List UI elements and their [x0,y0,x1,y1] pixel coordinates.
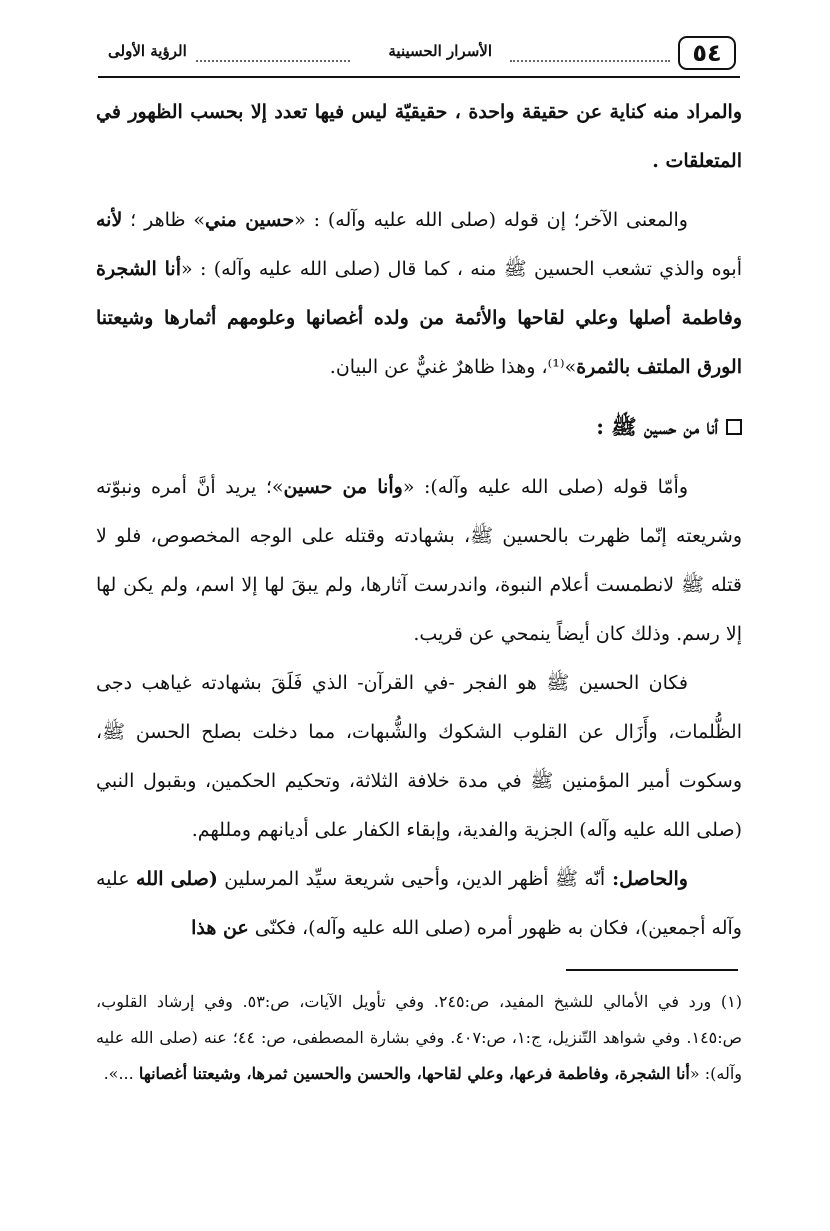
paragraph [96,855,742,953]
footnote-quote: أنا الشجرة، وفاطمة فرعها، وعلي لقاحها، والحسن والحسين ثمرها، وشيعتنا أغصانها [138,1064,690,1083]
text-bold: لأنه [96,209,123,231]
text-span: أبوه والذي تشعب الحسين ﷺ منه ، كما قال (صلى الله عليه وآله) : « [181,258,742,280]
quote-bold: حسين مني [205,209,295,231]
header-dots [196,60,350,62]
quote-bold: أنا الشجرة وفاطمة أصلها وعلي لقاحها والأئمة من ولده أغصانها وعلومهم أثمارها وشيعتنا الورق الملتف بالثمرة [96,258,742,378]
quote-bold: وأنا من حسين [283,476,403,498]
footnote-text: (١) ورد في الأمالي للشيخ المفيد، ص:٢٤٥. وفي تأويل الآيات، ص:٥٣. وفي إرشاد القلوب، ص:١٤٥. وفي شواهد التّنزيل، ج:١، ص:٤٠٧. وفي بشارة المصطفى، ص: ٤٤؛ عنه (صلى الله عليه وآله): « [96,992,743,1083]
text-span: عليه وآله أجمعين)، فكان به ظهور أمره (صلى الله عليه وآله)، فكنّى [96,868,742,939]
book-title: الأسرار الحسينية [388,42,492,60]
main-text [96,88,742,953]
text-span: أنّه ﷺ أظهر الدين، وأحيى شريعة سيِّد المرسلين [217,868,606,890]
footnote-text: ...». [103,1064,139,1083]
section-title: أنا من حسين ﷺ : [596,414,718,439]
text-span: وأمّا قوله (صلى الله عليه وآله): « [402,476,689,498]
chapter-title: الرؤية الأولى [108,42,187,60]
paragraph [96,196,742,392]
header-dots [510,60,670,62]
square-bullet-icon [726,419,742,435]
header-rule [98,76,740,78]
page-header [98,30,740,74]
text-span: والمعنى الآخر؛ إن قوله (صلى الله عليه وآله) : « [294,209,688,231]
paragraph [96,463,742,659]
footnotes [96,984,742,1092]
text-span: »؛ يريد أنَّ أمره ونبوّته وشريعته إنّما ظهرت بالحسين ﷺ، بشهادته وقتله على الوجه المخصوص، فلو لا قتله ﷺ لانطمست أعلام النبوة، واندرست آثارها، ولم يبقَ لها إلا اسم، ولم يكن لها إلا رسم. وذلك كان أيضاً ينمحي عن قريب. [96,476,742,645]
footnote-item [96,984,742,1092]
paragraph-text: والمراد منه كناية عن حقيقة واحدة ، حقيقيّة ليس فيها تعدد إلا بحسب الظهور في المتعلقات . [96,101,742,172]
footnote-rule [566,969,738,971]
page-number: ٥٤ [678,36,736,70]
text-span: »⁽¹⁾، وهذا ظاهرٌ غنيٌّ عن البيان. [329,356,577,378]
section-heading [96,402,742,451]
paragraph [96,88,742,186]
text-bold: والحاصل: [605,868,688,890]
text-bold: عن هذا [191,917,249,939]
text-bold: (صلى الله [136,868,218,890]
text-span: » ظاهر ؛ [122,209,205,231]
paragraph: فكان الحسين ﷺ هو الفجر -في القرآن- الذي فَلَقَ بشهادته غياهب دجى الظُّلمات، وأَزَال عن القلوب الشكوك والشُّبهات، مما دخلت بصلح الحسن ﷺ، وسكوت أمير المؤمنين ﷺ في مدة خلافة الثلاثة، وتحكيم الحكمين، وبقبول النبي (صلى الله عليه وآله) الجزية والفدية، وإبقاء الكفار على أديانهم ومللهم. [96,672,742,841]
